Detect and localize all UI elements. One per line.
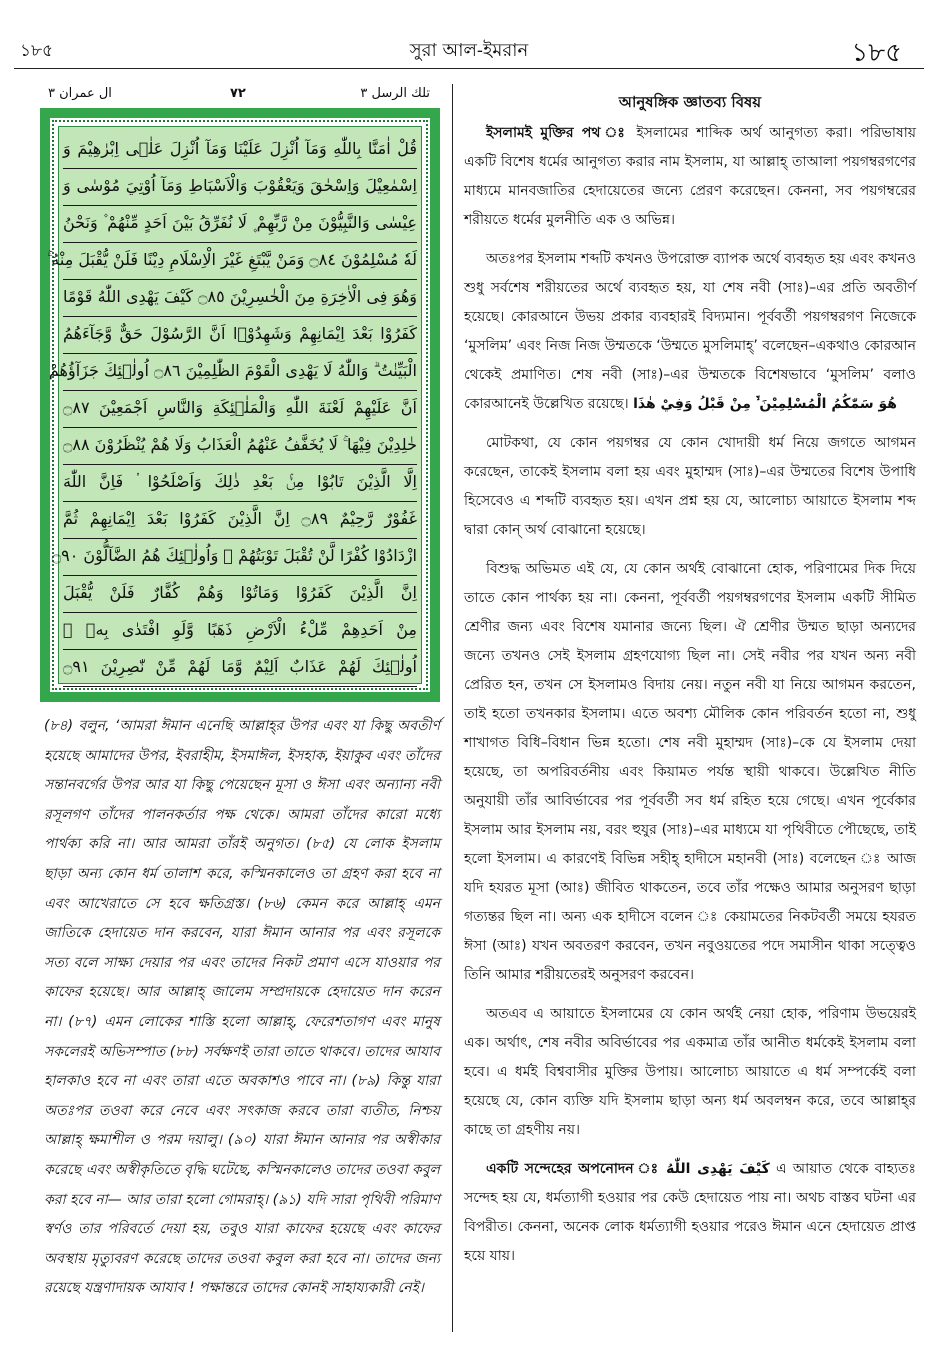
column-divider xyxy=(452,84,453,1332)
juz-label: تلك الرسل ٣ xyxy=(360,86,430,101)
paragraph-1-text: ইসলামের শাব্দিক অর্থ আনুগত্য করা। পরিভাষায় একটি বিশেষ ধর্মের আনুগত্য করার নাম ইসলাম, যা আল্লাহ্‌ তাআলা পয়গম্বরগণের মাধ্যমে মানবজাতির হেদায়েতের জন্যে প্রেরণ করেছেন। কেননা, সব পয়গম্বরের শরীয়তে ধর্মের মুলনীতি এক ও অভিন্ন। xyxy=(464,125,916,228)
ayah-line: قُلْ اٰمَنَّا بِاللّٰهِ وَمَآ اُنْزِلَ عَلَيْنَا وَمَآ اُنْزِلَ عَلٰۤى اِبْرٰهِيْمَ وَ xyxy=(63,131,417,169)
paragraph-2-text: অতঃপর ইসলাম শব্দটি কখনও উপরোক্ত ব্যাপক অর্থে ব্যবহৃত হয় এবং কখনও শুধু সর্বশেষ শরীয়তের অর্থে ব্যবহৃত হয়, যা শেষ নবী (সাঃ)–এর প্রতি অবতীর্ণ হয়েছে। কোরআনে উভয় প্রকার ব্যবহারই বিদ্যমান। পূর্ববর্তী পয়গম্বরগণ নিজেকে ‘মুসলিম’ এবং নিজ নিজ উম্মতকে ‘উম্মতে মুসলিমাহ্‌’ বলেছেন–একথাও কোরআন থেকেই প্রমাণিত। শেষ নবী (সাঃ)–এর উম্মতকে বিশেষভাবে ‘মুসলিম’ বলাও কোরআনেই উল্লেখিত রয়েছে। xyxy=(464,251,916,412)
paragraph-4: বিশুদ্ধ অভিমত এই যে, যে কোন অর্থই বোঝানো হোক, পরিণামের দিক দিয়ে তাতে কোন পার্থক্য হয় না। কেননা, পূর্ববর্তী পয়গম্বরগণের ইসলাম একটি সীমিত শ্রেণীর জন্য এবং বিশেষ যমানার জন্যে ছিল। ঐ শ্রেণীর উম্মত ছাড়া অন্যদের জন্যে তখনও সেই ইসলাম গ্রহণযোগ্য ছিল না। সেই নবীর পর যখন অন্য নবী প্রেরিত হন, তখন সে ইসলামও বিদায় নেয়। নতুন নবী যা নিয়ে আগমন করতেন, তাই হতো তখনকার ইসলাম। এতে অবশ্য মৌলিক কোন পরিবর্তন হতো না, শুধু শাখাগত বিধি–বিধান ভিন্ন হতো। শেষ নবী মুহাম্মদ (সাঃ)–কে যে ইসলাম দেয়া হয়েছে, তা অপরিবর্তনীয় এবং কিয়ামত পর্যন্ত স্থায়ী থাকবে। উল্লেখিত নীতি অনুযায়ী তাঁর আবির্ভাবের পর পূর্ববর্তী সব ধর্ম রহিত হয়ে গেছে। এখন পূর্বেকার ইসলাম আর ইসলাম নয়, বরং হুযুর (সাঃ)–এর মাধ্যমে যা পৃথিবীতে পৌছেছে, তাই হলো ইসলাম। এ কারণেই বিভিন্ন সহীহ্‌ হাদীসে মহানবী (সাঃ) বলেছেন ঃ আজ যদি হযরত মূসা (আঃ) জীবিত থাকতেন, তবে তাঁর পক্ষেও আমার অনুসরণ ছাড়া গত্যন্তর ছিল না। অন্য এক হাদীসে বলেন ঃ কেয়ামতের নিকটবর্তী সময়ে হযরত ঈসা (আঃ) যখন অবতরণ করবেন, তখন নবুওয়তের পদে সমাসীন থাকা সত্ত্বেও তিনি আমার শরীয়তেরই অনুসরণ করবেন। xyxy=(464,561,916,983)
ayah-line: خٰلِدِيْنَ فِيْهَا ۚ لَا يُخَفَّفُ عَنْهُمُ الْعَذَابُ وَلَا هُمْ يُنْظَرُوْنَ ۝٨٨ xyxy=(63,427,417,465)
ayah-line: اَنَّ عَلَيْهِمْ لَعْنَةَ اللّٰهِ وَالْمَلٰۤئِكَةِ وَالنَّاسِ اَجْمَعِيْنَ ۝٨٧ xyxy=(63,390,417,428)
translation-column xyxy=(44,712,440,1304)
subheading-islam-path: ইসলামই মুক্তির পথ ঃ xyxy=(486,125,629,141)
ayah-line: اِلَّا الَّذِيْنَ تَابُوْا مِنْۢ بَعْدِ ذٰلِكَ وَاَصْلَحُوْا ۟ فَاِنَّ اللّٰهَ xyxy=(63,464,417,502)
quran-frame xyxy=(40,108,440,702)
inline-arabic-phrase: كَيْفَ يَهْدِى اللّٰهُ xyxy=(666,1161,770,1177)
quran-header xyxy=(40,84,440,106)
translation-text: (৮৪) বলুন, ‘আমরা ঈমান এনেছি আল্লাহ্‌র উপর এবং যা কিছু অবতীর্ণ হয়েছে আমাদের উপর, ইবরাহীম, ইসমাঈল, ইসহাক, ইয়াকুব এবং তাঁদের সন্তানবর্গের উপর আর যা কিছু পেয়েছেন মূসা ও ঈসা এবং অন্যান্য নবী রসূলগণ তাঁদের পালনকর্তার পক্ষ থেকে। আমরা তাঁদের কারো মধ্যে পার্থক্য করি না। আর আমরা তাঁরই অনুগত। (৮৫) যে লোক ইসলাম ছাড়া অন্য কোন ধর্ম তালাশ করে, কস্মিনকালেও তা গ্রহণ করা হবে না এবং আখেরাতে সে হবে ক্ষতিগ্রস্ত। (৮৬) কেমন করে আল্লাহ্ এমন জাতিকে হেদায়েত দান করবেন, যারা ঈমান আনার পর এবং রসূলকে সত্য বলে সাক্ষ্য দেয়ার পর এবং তাদের নিকট প্রমাণ এসে যাওয়ার পর কাফের হয়েছে। আর আল্লাহ্ জালেম সম্প্রদায়কে হেদায়েত দান করেন না। (৮৭) এমন লোকের শাস্তি হলো আল্লাহ্, ফেরেশতাগণ এবং মানুষ সকলেরই অভিসম্পাত (৮৮) সর্বক্ষণই তারা তাতে থাকবে। তাদের আযাব হালকাও হবে না এবং তারা এতে অবকাশও পাবে না। (৮৯) কিন্তু যারা অতঃপর তওবা করে নেবে এবং সৎকাজ করবে তারা ব্যতীত, নিশ্চয় আল্লাহ্ ক্ষমাশীল ও পরম দয়ালু। (৯০) যারা ঈমান আনার পর অস্বীকার করেছে এবং অস্বীকৃতিতে বৃদ্ধি ঘটেছে, কস্মিনকালেও তাদের তওবা কবুল করা হবে না— আর তারা হলো গোমরাহ্। (৯১) যদি সারা পৃথিবী পরিমাণ স্বর্ণও তার পরিবর্তে দেয়া হয়, তবুও যারা কাফের হয়েছে এবং কাফের অবস্থায় মৃত্যুবরণ করেছে তাদের তওবা কবুল করা হবে না। তাদের জন্য রয়েছে যন্ত্রণাদায়ক আযাব ! পক্ষান্তরে তাদের কোনই সাহায্যকারী নেই। xyxy=(44,718,440,1297)
ayah-line: اِسْمٰعِيْلَ وَاِسْحٰقَ وَيَعْقُوْبَ وَالْاَسْبَاطِ وَمَآ اُوْتِيَ مُوْسٰى وَ xyxy=(63,168,417,206)
paragraph-2 xyxy=(464,245,916,419)
paragraph-5: অতএব এ আয়াতে ইসলামের যে কোন অর্থই নেয়া হোক, পরিণাম উভয়েরই এক। অর্থাৎ, শেষ নবীর অবির্ভাবের পর একমাত্র তাঁর আনীত ধর্মকেই ইসলাম বলা হবে। এ ধর্মই বিশ্ববাসীর মুক্তির উপায়। আলোচ্য আয়াতে এ ধর্ম সম্পর্কেই বলা হয়েছে যে, কোন ব্যক্তি যদি ইসলাম ছাড়া অন্য ধর্ম অবলম্বন করে, তবে আল্লাহ্‌র কাছে তা গ্রহণীয় নয়। xyxy=(464,1006,916,1138)
ayah-line: كَفَرُوْا بَعْدَ اِيْمَانِهِمْ وَشَهِدُوْۤا اَنَّ الرَّسُوْلَ حَقٌّ وَّجَآءَهُمُ xyxy=(63,316,417,354)
running-header xyxy=(0,0,938,72)
header-rule xyxy=(14,68,924,69)
ayah-line: غَفُوْرٌ رَّحِيْمٌ ۝٨٩ اِنَّ الَّذِيْنَ كَفَرُوْا بَعْدَ اِيْمَانِهِمْ ثُمَّ xyxy=(63,501,417,539)
surah-label: ال عمران ٣ xyxy=(48,86,112,101)
paragraph-6-text: এ আয়াত থেকে বাহ্যতঃ সন্দেহ হয় যে, ধর্মত্যাগী হওয়ার পর কেউ হেদায়েত পায় না। অথচ বাস্তব ঘটনা এর বিপরীত। কেননা, অনেক লোক ধর্মত্যাগী হওয়ার পরেও ঈমান এনে হেদায়েত প্রাপ্ত হয়ে যায়। xyxy=(464,1161,916,1264)
subheading-doubt-removal: একটি সন্দেহের অপনোদন ঃ xyxy=(486,1161,660,1177)
ayah-line: اُولٰۤئِكَ لَهُمْ عَذَابٌ اَلِيْمٌ وَّمَا لَهُمْ مِّنْ نّٰصِرِيْنَ ۝٩١ xyxy=(63,649,417,687)
page-number-left: ১৮৫ xyxy=(20,41,54,61)
commentary-column xyxy=(464,88,916,1281)
ayah-line: لَهٗ مُسْلِمُوْنَ ۝٨٤ وَمَنْ يَّبْتَغِ غَيْرَ الْاِسْلَامِ دِيْنًا فَلَنْ يُّقْبَلَ مِنْهُ ۚ xyxy=(63,242,417,280)
quran-page-number: ٧٢ xyxy=(230,86,246,101)
quran-text-block xyxy=(47,126,422,684)
paragraph-1 xyxy=(464,119,916,235)
inline-arabic-verse: هُوَ سَمّٰكُمُ الْمُسْلِمِيْنَ ۙ۬ مِنْ قَبْلُ وَفِيْ هٰذَا xyxy=(633,396,897,412)
ayah-line: اِنَّ الَّذِيْنَ كَفَرُوْا وَمَاتُوْا وَهُمْ كُفَّارٌ فَلَنْ يُّقْبَلَ xyxy=(63,575,417,613)
page-number-right: ১৮৫ xyxy=(851,38,902,68)
ayah-line: مِنْ اَحَدِهِمْ مِّلْءُ الْاَرْضِ ذَهَبًا وَّلَوِ افْتَدٰى بِهٖ ۗ xyxy=(63,612,417,650)
ayah-line: ازْدَادُوْا كُفْرًا لَّنْ تُقْبَلَ تَوْبَتُهُمْ ۚ وَاُولٰۤئِكَ هُمُ الضَّآلُّوْنَ ۝٩٠ xyxy=(63,538,417,576)
ayah-line: عِيْسٰى وَالنَّبِيُّوْنَ مِنْ رَّبِّهِمْ ۪ لَا نُفَرِّقُ بَيْنَ اَحَدٍ مِّنْهُمْ ۫ وَنَحْنُ xyxy=(63,205,417,243)
ayah-line: وَهُوَ فِى الْاٰخِرَةِ مِنَ الْخٰسِرِيْنَ ۝٨٥ كَيْفَ يَهْدِى اللّٰهُ قَوْمًا xyxy=(63,279,417,317)
ayah-line: الْبَيِّنٰتُ ۗ وَاللّٰهُ لَا يَهْدِى الْقَوْمَ الظّٰلِمِيْنَ ۝٨٦ اُولٰۤئِكَ جَزَآؤُهُمْ xyxy=(63,353,417,391)
section-heading: আনুষঙ্গিক জ্ঞাতব্য বিষয় xyxy=(618,93,762,111)
surah-title: সুরা আল-ইমরান xyxy=(409,40,529,61)
paragraph-6 xyxy=(464,1155,916,1271)
paragraph-3: মোটকথা, যে কোন পয়গম্বর যে কোন খোদায়ী ধর্ম নিয়ে জগতে আগমন করেছেন, তাকেই ইসলাম বলা হয় এবং মুহাম্মদ (সাঃ)–এর উম্মতের বিশেষ উপাধি হিসেবেও এ শব্দটি ব্যবহৃত হয়। এখন প্রশ্ন হয় যে, আলোচ্য আয়াতে ইসলাম শব্দ দ্বারা কোন্‌ অর্থ বোঝানো হয়েছে। xyxy=(464,435,916,538)
